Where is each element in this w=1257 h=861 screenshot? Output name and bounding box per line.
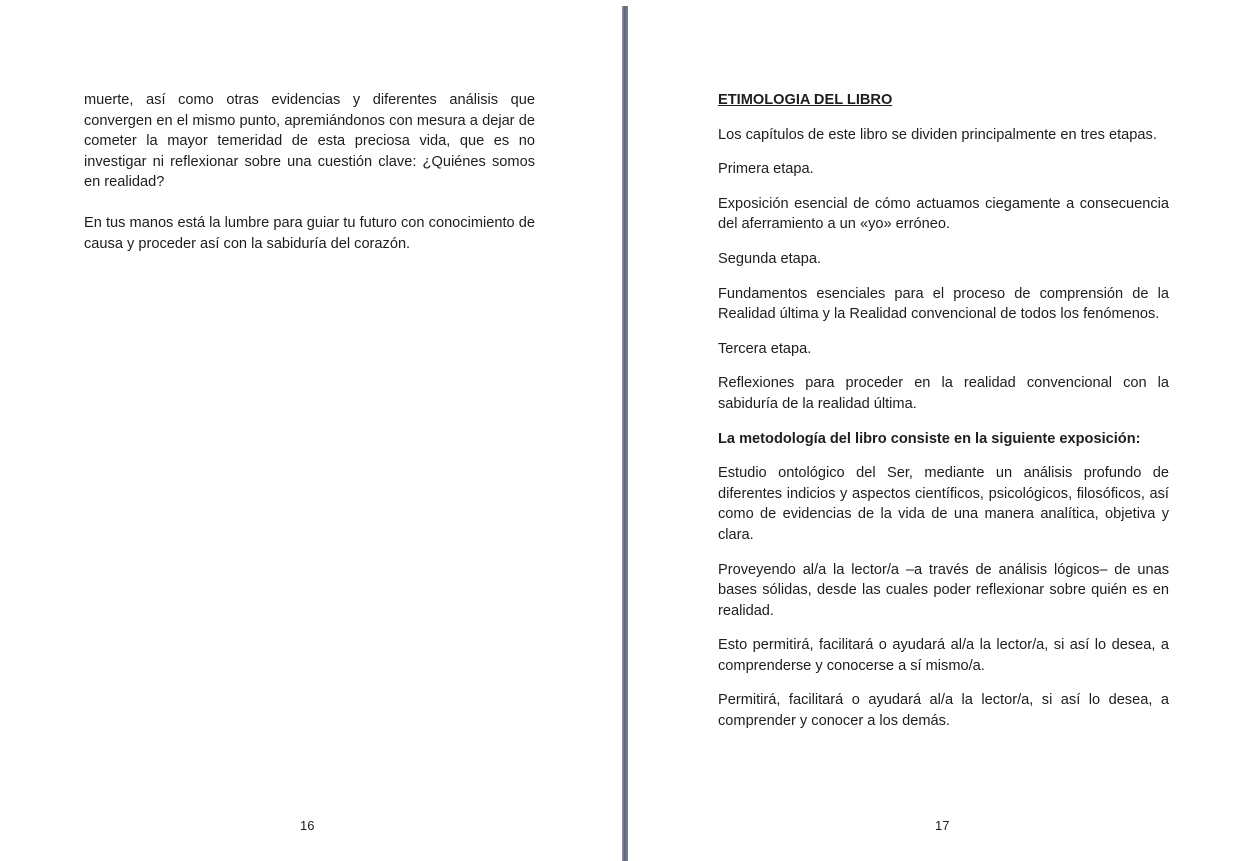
left-page-text	[84, 90, 535, 254]
paragraph: Permitirá, facilitará o ayudará al/a la lector/a, si así lo desea, a comprender y conocer a los demás.	[718, 692, 1169, 730]
paragraph: Tercera etapa.	[718, 340, 812, 357]
left-page	[0, 0, 622, 861]
paragraph: Exposición esencial de cómo actuamos ciegamente a consecuencia del aferramiento a un «yo» erróneo.	[718, 195, 1169, 233]
paragraph: Estudio ontológico del Ser, mediante un análisis profundo de diferentes indicios y aspectos científicos, psicológicos, filosóficos, así como de evidencias de la vida de una manera analítica, objetiva y clara.	[718, 465, 1169, 543]
page-number: 16	[300, 818, 315, 833]
paragraph: Proveyendo al/a la lector/a –a través de análisis lógicos– de unas bases sólidas, desde las cuales poder reflexionar sobre quién es en realidad.	[718, 561, 1169, 619]
paragraph: Fundamentos esenciales para el proceso de comprensión de la Realidad última y la Realidad convencional de todos los fenómenos.	[718, 285, 1169, 323]
paragraph: Esto permitirá, facilitará o ayudará al/a la lector/a, si así lo desea, a comprenderse y conocerse a sí mismo/a.	[718, 637, 1169, 674]
paragraph: Reflexiones para proceder en la realidad convencional con la sabiduría de la realidad última.	[718, 375, 1169, 412]
paragraph: Los capítulos de este libro se dividen principalmente en tres etapas.	[718, 126, 1157, 143]
book-spine	[622, 6, 628, 861]
paragraph: Segunda etapa.	[718, 250, 822, 267]
right-page	[630, 0, 1257, 861]
paragraph: muerte, así como otras evidencias y diferentes análisis que convergen en el mismo punto, apremiándonos con mesura a dejar de cometer la mayor temeridad de esta preciosa vida, que es no investigar ni reflexionar sobre una cuestión clave: ¿Quiénes somos en realidad?	[84, 92, 535, 191]
right-page-text	[718, 90, 1169, 746]
paragraph: Primera etapa.	[718, 161, 814, 178]
methodology-subheading: La metodología del libro consiste en la siguiente exposición:	[718, 430, 1141, 447]
paragraph: En tus manos está la lumbre para guiar tu futuro con conocimiento de causa y proceder así con la sabiduría del corazón.	[84, 214, 535, 252]
page-number: 17	[935, 818, 950, 833]
section-heading: ETIMOLOGIA DEL LIBRO	[718, 92, 893, 108]
